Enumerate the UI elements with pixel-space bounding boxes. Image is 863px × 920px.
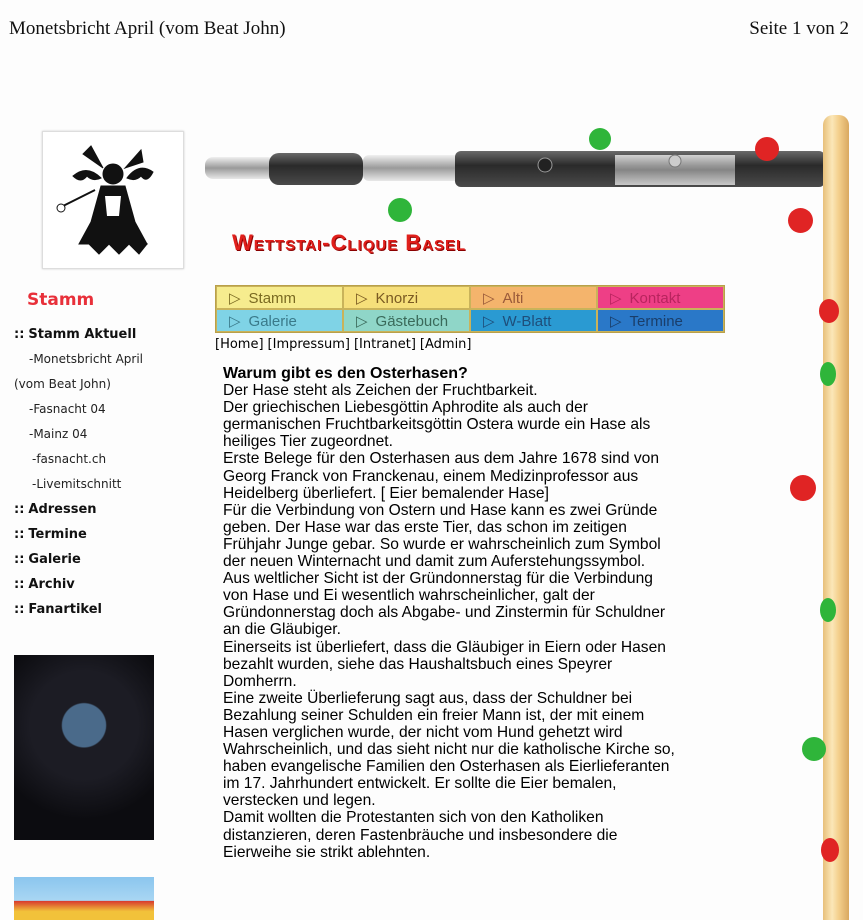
sidebar-item-label: Archiv [28, 577, 75, 592]
article-line: Domherrn. [223, 672, 297, 690]
menu-item-kontakt[interactable] [597, 286, 724, 309]
menu-item-knorzi[interactable] [343, 286, 470, 309]
article-line: Erste Belege für den Osterhasen aus dem Jahre 1678 sind von [223, 450, 660, 468]
green-dot-decoration [820, 598, 836, 622]
red-dot-decoration [819, 299, 839, 323]
article-line: Für die Verbindung von Ostern und Hase kann es zwei Gründe [223, 501, 658, 519]
site-title: Wettstai-Clique Basel [232, 230, 467, 255]
sidebar-item-label: Termine [28, 527, 87, 542]
main-menu [215, 285, 725, 333]
article-body [223, 382, 763, 861]
print-title: Monetsbricht April (vom Beat John) [9, 18, 286, 39]
carnival-photo[interactable] [14, 877, 154, 920]
green-dot-decoration [802, 737, 826, 761]
article-line: von Hase und Ei wesentlich wahrscheinlicher, galt der [223, 587, 595, 605]
play-arrow-icon: ▷ [356, 313, 368, 330]
article-title: Warum gibt es den Osterhasen? [223, 365, 468, 382]
red-dot-decoration [790, 475, 816, 501]
menu-item-label: W-Blatt [502, 313, 552, 330]
sidebar-subitem[interactable]: -Monetsbricht April [29, 352, 144, 366]
menu-item-label: Knorzi [375, 290, 419, 307]
lantern-figure-icon [43, 132, 183, 268]
sidebar-subitem[interactable]: -fasnacht.ch [32, 452, 107, 466]
sidebar-item-fanartikel[interactable] [14, 597, 204, 622]
article-line: geben. Der Hase war das erste Tier, das schon im zeitigen [223, 518, 627, 536]
menu-item-label: Stamm [248, 290, 297, 307]
article-line: Der griechischen Liebesgöttin Aphrodite als auch der [223, 399, 588, 417]
article-line: germanischen Fruchtbarkeitsgöttin Ostera wurde ein Hase als [223, 416, 651, 434]
article [223, 365, 763, 861]
play-arrow-icon: ▷ [610, 313, 622, 330]
red-dot-decoration [755, 137, 779, 161]
play-arrow-icon: ▷ [610, 290, 622, 307]
sidebar-item-adressen[interactable] [14, 497, 204, 522]
article-line: im 17. Jahrhundert entwickelt. Er sollte die Eier bemalen, [223, 775, 617, 793]
sidebar-item-galerie[interactable] [14, 547, 204, 572]
sidebar-item-stamm-aktuell[interactable] [14, 322, 204, 347]
menu-item-gästebuch[interactable] [343, 309, 470, 332]
subnav-link[interactable]: [Impressum] [267, 337, 350, 352]
article-line: bezahlt wurden, siehe das Haushaltsbuch eines Speyrer [223, 655, 613, 673]
sidebar-item-label: Stamm Aktuell [28, 327, 137, 342]
menu-item-alti[interactable] [470, 286, 597, 309]
menu-item-wblatt[interactable] [470, 309, 597, 332]
sidebar-subitem[interactable]: -Fasnacht 04 [29, 402, 106, 416]
menu-item-label: Kontakt [629, 290, 681, 307]
article-line: Hasen verglichen wurde, der nicht vom Hund gehetzt wird [223, 723, 623, 741]
nav-marker: :: [14, 527, 25, 542]
article-line: Bezahlung seiner Schulden ein freier Mann ist, der mit einem [223, 706, 645, 724]
play-arrow-icon: ▷ [356, 290, 368, 307]
article-line: verstecken und legen. [223, 792, 376, 810]
red-dot-decoration [821, 838, 839, 862]
sidebar-item-label: Galerie [28, 552, 81, 567]
article-line: der neuen Winternacht und damit zum Auferstehungssymbol. [223, 553, 646, 571]
play-arrow-icon: ▷ [483, 290, 495, 307]
menu-item-label: Termine [629, 313, 683, 330]
nav-marker: :: [14, 577, 25, 592]
article-line: Damit wollten die Protestanten sich von den Katholiken [223, 809, 604, 827]
sidebar-heading: Stamm [27, 290, 95, 310]
sidebar-item-termine[interactable] [14, 522, 204, 547]
sidebar-item-label: Fanartikel [28, 602, 102, 617]
article-line: Wahrscheinlich, und das sieht nicht nur die katholische Kirche so, [223, 741, 675, 759]
article-line: Aus weltlicher Sicht ist der Gründonnerstag für die Verbindung [223, 570, 653, 588]
nav-marker: :: [14, 602, 25, 617]
menu-item-termine[interactable] [597, 309, 724, 332]
article-line: Frühjahr Junge gebar. So wurde er wahrscheinlich zum Symbol [223, 535, 661, 553]
green-dot-decoration [820, 362, 836, 386]
article-line: Einerseits ist überliefert, dass die Gläubiger in Eiern oder Hasen [223, 638, 666, 656]
article-line: an die Gläubiger. [223, 621, 341, 639]
clique-logo[interactable] [42, 131, 184, 269]
sidebar-subitem[interactable]: -Mainz 04 [29, 427, 88, 441]
article-line: Georg Franck von Franckenau, einem Medizinprofessor aus [223, 467, 639, 485]
article-line: haben evangelische Familien den Osterhasen als Eierlieferanten [223, 758, 670, 776]
page-number: Seite 1 von 2 [749, 18, 849, 39]
piccolo-banner-icon [205, 147, 825, 193]
menu-item-galerie[interactable] [216, 309, 343, 332]
menu-item-label: Gästebuch [375, 313, 449, 330]
sidebar-item-label: Adressen [28, 502, 97, 517]
sidebar-subitem[interactable]: -Livemitschnitt [32, 477, 122, 491]
article-line: Eine zweite Überlieferung sagt aus, dass der Schuldner bei [223, 689, 633, 707]
red-dot-decoration [788, 208, 813, 233]
sidebar [14, 290, 204, 622]
drumstick-decoration [823, 115, 849, 920]
menu-item-label: Galerie [248, 313, 297, 330]
subnav-link[interactable]: [Home] [215, 337, 264, 352]
subnav-link[interactable]: [Intranet] [353, 337, 416, 352]
nav-marker: :: [14, 552, 25, 567]
carnival-photo[interactable] [14, 655, 154, 840]
green-dot-decoration [589, 128, 611, 150]
sidebar-nav [14, 322, 204, 622]
play-arrow-icon: ▷ [483, 313, 495, 330]
article-line: Heidelberg überliefert. [ Eier bemalender Hase] [223, 484, 549, 502]
article-line: heiliges Tier zugeordnet. [223, 433, 393, 451]
article-line: Der Hase steht als Zeichen der Fruchtbarkeit. [223, 382, 538, 400]
green-dot-decoration [388, 198, 412, 222]
sidebar-item-archiv[interactable] [14, 572, 204, 597]
nav-marker: :: [14, 502, 25, 517]
article-line: distanzieren, deren Fastenbräuche und insbesondere die [223, 826, 618, 844]
secondary-nav [215, 337, 476, 352]
play-arrow-icon: ▷ [229, 313, 241, 330]
article-line: Eierweihe sie strikt ablehnten. [223, 843, 431, 861]
article-line: Gründonnerstag doch als Abgabe- und Zinstermin für Schuldner [223, 604, 666, 622]
nav-marker: :: [14, 327, 25, 342]
play-arrow-icon: ▷ [229, 290, 241, 307]
sidebar-subitem[interactable]: (vom Beat John) [14, 377, 111, 391]
subnav-link[interactable]: [Admin] [419, 337, 472, 352]
menu-item-stamm[interactable] [216, 286, 343, 309]
menu-item-label: Alti [502, 290, 524, 307]
